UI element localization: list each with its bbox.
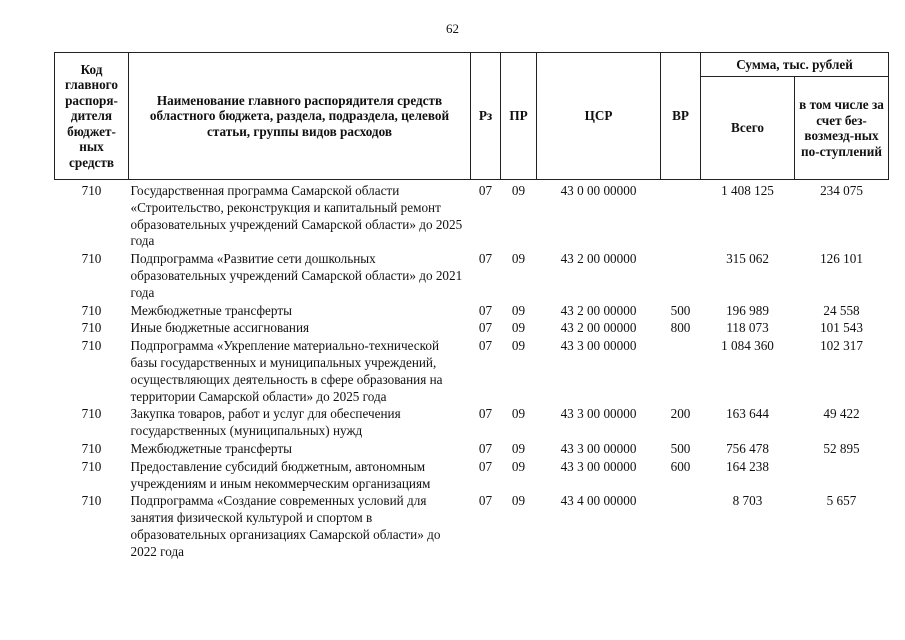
cell-free: 49 422 bbox=[823, 406, 860, 422]
cell-pr: 09 bbox=[511, 493, 526, 509]
cell-name: Подпрограмма «Создание современных условий для занятия физической культурой и спортом в образовательных организациях Самарской области» до 2022 года bbox=[130, 493, 441, 559]
cell-total: 1 084 360 bbox=[721, 338, 774, 354]
cell-total: 315 062 bbox=[726, 251, 769, 267]
cell-pr: 09 bbox=[511, 406, 526, 422]
cell-vr: 600 bbox=[670, 458, 691, 474]
cell-name: Межбюджетные трансферты bbox=[130, 440, 292, 456]
cell-vr: 800 bbox=[670, 320, 691, 336]
cell-rz: 07 bbox=[478, 251, 493, 267]
cell-name: Подпрограмма «Развитие сети дошкольных образовательных учреждений Самарской области» до 2021 года bbox=[130, 251, 463, 300]
cell-total: 8 703 bbox=[732, 493, 763, 509]
cell-free: 24 558 bbox=[823, 302, 860, 318]
cell-csr: 43 3 00 00000 bbox=[560, 440, 637, 456]
table-row bbox=[55, 493, 889, 561]
cell-pr: 09 bbox=[511, 458, 526, 474]
cell-free: 5 657 bbox=[826, 493, 857, 509]
cell-code: 710 bbox=[81, 406, 102, 422]
cell-name: Иные бюджетные ассигнования bbox=[130, 320, 310, 336]
cell-total: 164 238 bbox=[726, 458, 769, 474]
cell-code: 710 bbox=[81, 251, 102, 267]
cell-name: Подпрограмма «Укрепление материально-технической базы государственных и муниципальных учреждений, осуществляющих деятельность в сфере образования на территории Самарской области» до 2025 года bbox=[130, 338, 443, 404]
cell-total: 118 073 bbox=[726, 320, 769, 336]
table-row bbox=[55, 180, 889, 252]
cell-vr: 200 bbox=[670, 406, 691, 422]
cell-csr: 43 3 00 00000 bbox=[560, 406, 637, 422]
cell-free: 101 543 bbox=[820, 320, 863, 336]
budget-table bbox=[54, 52, 889, 562]
cell-csr: 43 3 00 00000 bbox=[560, 458, 637, 474]
cell-rz: 07 bbox=[478, 320, 493, 336]
cell-free: 234 075 bbox=[820, 183, 863, 198]
header-csr: ЦСР bbox=[537, 53, 661, 180]
cell-rz: 07 bbox=[478, 458, 493, 474]
header-code: Код главного распоря-дителя бюджет-ных средств bbox=[55, 53, 129, 180]
cell-total: 163 644 bbox=[726, 406, 769, 422]
cell-name: Государственная программа Самарской области «Строительство, реконструкция и капитальный ремонт образовательных учреждений Самарской области» до 2025 года bbox=[130, 183, 463, 249]
cell-pr: 09 bbox=[511, 302, 526, 318]
cell-rz: 07 bbox=[478, 338, 493, 354]
cell-code: 710 bbox=[81, 320, 102, 336]
cell-vr bbox=[661, 180, 701, 252]
table-row bbox=[55, 459, 889, 494]
table-row bbox=[55, 406, 889, 441]
cell-rz: 07 bbox=[478, 183, 493, 198]
cell-code: 710 bbox=[81, 493, 102, 509]
cell-csr: 43 2 00 00000 bbox=[560, 251, 637, 267]
cell-name: Предоставление субсидий бюджетным, автономным учреждениям и иным некоммерческим организациям bbox=[130, 458, 431, 491]
cell-free bbox=[795, 459, 889, 494]
cell-total: 756 478 bbox=[726, 440, 769, 456]
cell-rz: 07 bbox=[478, 406, 493, 422]
cell-total: 196 989 bbox=[726, 302, 769, 318]
cell-pr: 09 bbox=[511, 183, 526, 198]
header-pr: ПР bbox=[501, 53, 537, 180]
table-row bbox=[55, 338, 889, 406]
cell-free: 52 895 bbox=[823, 440, 860, 456]
cell-csr: 43 0 00 00000 bbox=[560, 183, 637, 198]
header-total: Всего bbox=[701, 77, 795, 180]
cell-free: 102 317 bbox=[820, 338, 863, 354]
header-name: Наименование главного распорядителя средств областного бюджета, раздела, подраздела, целевой статьи, группы видов расходов bbox=[129, 53, 471, 180]
header-sum: Сумма, тыс. рублей bbox=[701, 53, 889, 77]
table-row bbox=[55, 303, 889, 321]
cell-total: 1 408 125 bbox=[721, 183, 774, 198]
cell-pr: 09 bbox=[511, 440, 526, 456]
cell-csr: 43 2 00 00000 bbox=[560, 302, 637, 318]
cell-rz: 07 bbox=[478, 440, 493, 456]
cell-code: 710 bbox=[81, 302, 102, 318]
table-row bbox=[55, 251, 889, 302]
cell-code: 710 bbox=[81, 458, 102, 474]
cell-rz: 07 bbox=[478, 302, 493, 318]
table-row bbox=[55, 320, 889, 338]
cell-name: Закупка товаров, работ и услуг для обеспечения государственных (муниципальных) нужд bbox=[130, 406, 401, 439]
table-row bbox=[55, 441, 889, 459]
header-vr: ВР bbox=[661, 53, 701, 180]
header-free: в том числе за счет без-возмезд-ных по-ступлений bbox=[795, 77, 889, 180]
cell-name: Межбюджетные трансферты bbox=[130, 302, 292, 318]
cell-vr bbox=[661, 493, 701, 561]
cell-vr: 500 bbox=[670, 302, 691, 318]
page-number: 62 bbox=[446, 21, 459, 36]
table-body bbox=[55, 180, 889, 562]
cell-rz: 07 bbox=[478, 493, 493, 509]
cell-vr bbox=[661, 338, 701, 406]
cell-vr bbox=[661, 251, 701, 302]
table-header bbox=[55, 53, 889, 180]
cell-pr: 09 bbox=[511, 320, 526, 336]
cell-pr: 09 bbox=[511, 338, 526, 354]
cell-vr: 500 bbox=[670, 440, 691, 456]
header-rz: Рз bbox=[471, 53, 501, 180]
cell-pr: 09 bbox=[511, 251, 526, 267]
cell-code: 710 bbox=[81, 440, 102, 456]
cell-code: 710 bbox=[81, 183, 102, 198]
cell-code: 710 bbox=[81, 338, 102, 354]
cell-csr: 43 4 00 00000 bbox=[560, 493, 637, 509]
cell-csr: 43 3 00 00000 bbox=[560, 338, 637, 354]
cell-csr: 43 2 00 00000 bbox=[560, 320, 637, 336]
cell-free: 126 101 bbox=[820, 251, 863, 267]
